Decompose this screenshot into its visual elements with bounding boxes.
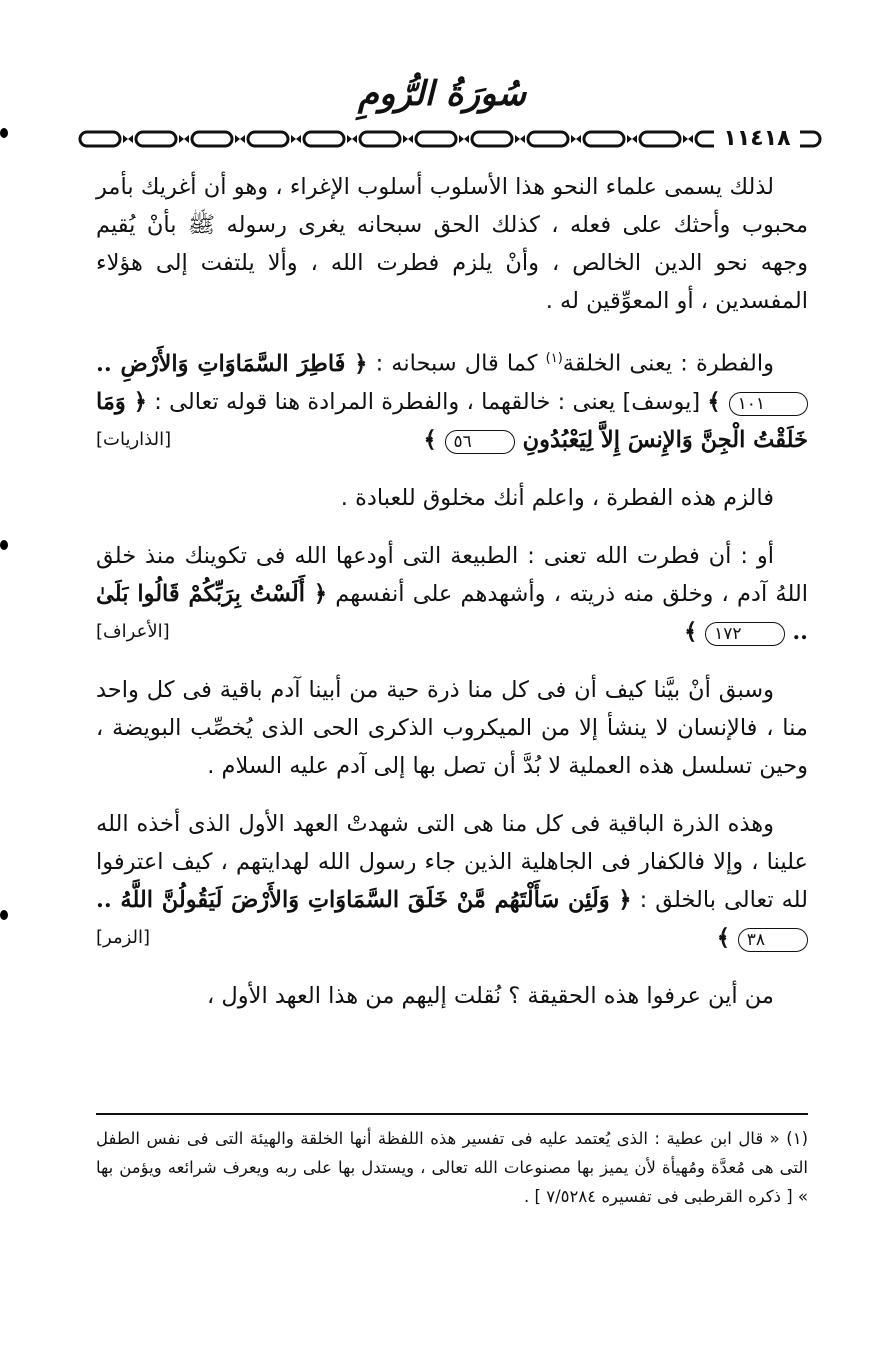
footnote-divider bbox=[96, 1113, 808, 1115]
footnote-marker[interactable]: (١) bbox=[545, 351, 563, 366]
verse-number-badge: ١٠١ bbox=[729, 392, 808, 416]
p2-text-b: كما قال سبحانه : bbox=[367, 350, 546, 377]
quran-verse-dhariyat: ﴿ وَمَا خَلَقْتُ الْجِنَّ وَالإِنسَ إِلاَّ لِيَعْبُدُونِ ٥٦ ﴾ bbox=[96, 388, 808, 453]
surah-title: سُورَةُ الرُّومِ bbox=[357, 74, 527, 114]
scan-edge-mark bbox=[0, 540, 8, 550]
surah-reference-zumar: [الزمر] bbox=[96, 926, 151, 948]
paragraph-2 bbox=[96, 340, 808, 459]
p4-text: أو : أن فطرت الله تعنى : الطبيعة التى أودعها الله فى تكوينك منذ خلق اللهُ آدم ، وخلق منه ذريته ، وأشهدهم على أنفسهم bbox=[96, 542, 809, 607]
verse-number-badge: ٥٦ bbox=[445, 430, 515, 454]
paragraph-4 bbox=[96, 537, 808, 651]
surah-reference-yusuf: [يوسف] bbox=[615, 388, 708, 415]
paragraph-1: لذلك يسمى علماء النحو هذا الأسلوب أسلوب الإغراء ، وهو أن أغريك بأمر محبوب وأحثك على فعله ، كذلك الحق سبحانه يغرى رسوله ﷺ بأنْ يُقيم وجهه نحو الدين الخالص ، وأنْ يلزم فطرت الله ، وألا يلتفت إلى هؤلاء المفسدين ، أو المعوِّقين له . bbox=[96, 174, 808, 314]
ornament-border bbox=[76, 124, 824, 154]
quran-verse-araf: ﴿ أَلَسْتُ بِرَبِّكُمْ قَالُوا بَلَىٰ .. ١٧٢ ﴾ bbox=[96, 580, 808, 645]
body-text bbox=[96, 168, 808, 1035]
paragraph-5: وسبق أنْ بيَّنا كيف أن فى كل منا ذرة حية من أبينا آدم باقية فى كل واحد منا ، فالإنسان لا ينشأ إلا من الميكروب الذكرى الحى الذى يُخصِّب البويضة ، وحين تسلسل هذه العملية لا بُدَّ أن تصل بها إلى آدم عليه السلام . bbox=[96, 676, 808, 779]
paragraph-3: فالزم هذه الفطرة ، واعلم أنك مخلوق للعبادة . bbox=[340, 484, 774, 511]
footnote: (١) « قال ابن عطية : الذى يُعتمد عليه فى تفسير هذه اللفظة أنها الخلقة والهيئة التى فى نفس الطفل التى هى مُعدَّة ومُهيأة لأن يميز بها مصنوعات الله تعالى ، ويستدل بها على ربه ويعرف شرائعه ويؤمن بها » [ ذكره القرطبى فى تفسيره ٧/٥٢٨٤ ] . bbox=[96, 1129, 808, 1206]
p2-text-a: والفطرة : يعنى الخلقة bbox=[562, 350, 774, 377]
verse-number-badge: ١٧٢ bbox=[705, 622, 784, 646]
paragraph-6 bbox=[96, 805, 808, 957]
paragraph-7: من أين عرفوا هذه الحقيقة ؟ نُقلت إليهم من هذا العهد الأول ، bbox=[206, 982, 774, 1009]
scan-edge-mark bbox=[0, 910, 8, 920]
quran-verse-zumar: ﴿ وَلَئِن سَأَلْتَهُم مَّنْ خَلَقَ السَّمَاوَاتِ وَالأَرْضَ لَيَقُولُنَّ اللَّهُ .. ٣٨ ﴾ bbox=[96, 887, 808, 951]
quran-verse-yusuf: ﴿ فَاطِرَ السَّمَاوَاتِ وَالأَرْضِ .. ١٠١ ﴾ bbox=[96, 351, 808, 415]
page-number: ١١٤١٨ bbox=[714, 124, 800, 154]
surah-reference-dhariyat: [الذاريات] bbox=[96, 428, 172, 450]
verse-number-badge: ٣٨ bbox=[738, 928, 808, 952]
surah-reference-araf: [الأعراف] bbox=[96, 620, 170, 642]
scan-edge-mark bbox=[0, 128, 8, 138]
p2-text-c: يعنى : خالقهما ، والفطرة المرادة هنا قوله تعالى : bbox=[146, 388, 616, 415]
p6-text: وهذه الذرة الباقية فى كل منا هى التى شهدتْ العهد الأول الذى أخذه الله علينا ، وإلا فالكفار فى الجاهلية الذين جاء رسول الله لهدايتهم ، كيف اعترفوا لله تعالى بالخلق : bbox=[96, 810, 808, 913]
